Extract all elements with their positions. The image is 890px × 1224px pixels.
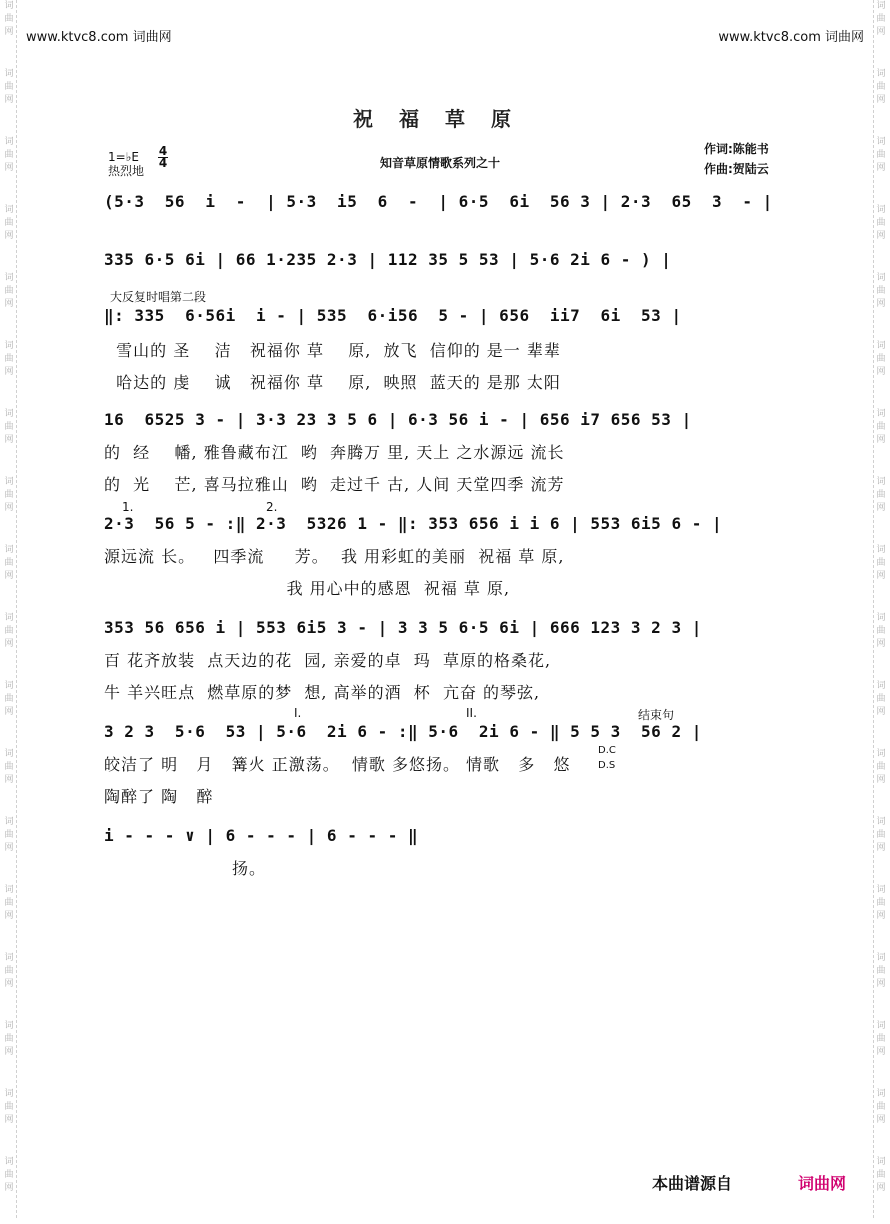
score-line-6: 353 56 656 i | 553 6i5 3 - | 3 3 5 6·5 6i | 666 123 3 2 3 | bbox=[104, 618, 702, 637]
margin-mark: 词 曲 网 bbox=[876, 1157, 886, 1193]
margin-mark: 词 曲 网 bbox=[4, 341, 14, 377]
footer-brand-link[interactable]: 词曲网 bbox=[798, 1174, 847, 1193]
score-line-3: ‖: 335 6·56i i - | 535 6·i56 5 - | 656 ii7 6i 53 | bbox=[104, 306, 682, 325]
margin-mark: 词 曲 网 bbox=[4, 409, 14, 445]
right-margin-watermark bbox=[873, 0, 888, 1218]
lyric-5-verse-1: 源远流 长。 四季流 芳。 我 用彩虹的美丽 祝福 草 原, bbox=[104, 547, 565, 566]
margin-mark: 词 曲 网 bbox=[876, 885, 886, 921]
margin-mark: 词 曲 网 bbox=[876, 749, 886, 785]
lyricist: 作词:陈能书 bbox=[704, 142, 769, 156]
margin-mark: 词 曲 网 bbox=[876, 137, 886, 173]
footer-label: 本曲谱源自 bbox=[652, 1174, 733, 1193]
key-text: 1=♭E bbox=[108, 150, 139, 164]
reprise-note: 大反复时唱第二段 bbox=[110, 290, 207, 304]
margin-mark: 词 曲 网 bbox=[876, 341, 886, 377]
margin-mark: 词 曲 网 bbox=[4, 749, 14, 785]
margin-mark: 词 曲 网 bbox=[876, 817, 886, 853]
margin-mark: 词 曲 网 bbox=[876, 1021, 886, 1057]
margin-mark: 词 曲 网 bbox=[876, 1089, 886, 1125]
margin-mark: 词 曲 网 bbox=[876, 613, 886, 649]
time-signature bbox=[158, 146, 168, 169]
dc-mark: D.C bbox=[598, 745, 616, 756]
left-margin-watermark bbox=[2, 0, 17, 1218]
lyric-8: 扬。 bbox=[232, 859, 267, 878]
lyric-6-verse-2: 牛 羊兴旺点 燃草原的梦 想, 高举的酒 杯 亢奋 的琴弦, bbox=[104, 683, 541, 702]
margin-mark: 词 曲 网 bbox=[4, 953, 14, 989]
score-line-7: 3 2 3 5·6 53 | 5·6 2i 6 - :‖ 5·6 2i 6 - ‖ 5 5 3 56 2 | bbox=[104, 722, 702, 741]
margin-mark: 词 曲 网 bbox=[876, 409, 886, 445]
margin-mark: 词 曲 网 bbox=[876, 477, 886, 513]
margin-mark: 词 曲 网 bbox=[4, 1021, 14, 1057]
score-line-1: (5·3 56 i - | 5·3 i5 6 - | 6·5 6i 56 3 | 2·3 65 3 - | bbox=[104, 192, 773, 211]
lyric-5-verse-2: 我 用心中的感恩 祝福 草 原, bbox=[104, 579, 511, 598]
score-line-8: i - - - ∨ | 6 - - - | 6 - - - ‖ bbox=[104, 826, 419, 845]
volta-i: I. bbox=[294, 706, 302, 720]
margin-mark: 词 曲 网 bbox=[4, 613, 14, 649]
margin-mark: 词 曲 网 bbox=[4, 477, 14, 513]
margin-mark: 词 曲 网 bbox=[4, 1, 14, 37]
lyric-4-verse-1: 的 经 幡, 雅鲁藏布江 哟 奔腾万 里, 天上 之水源远 流长 bbox=[104, 443, 565, 462]
ds-mark: D.S bbox=[598, 760, 616, 771]
composer: 作曲:贺陆云 bbox=[704, 162, 769, 176]
margin-mark: 词 曲 网 bbox=[876, 1, 886, 37]
lyric-4-verse-2: 的 光 芒, 喜马拉雅山 哟 走过千 古, 人间 天堂四季 流芳 bbox=[104, 475, 565, 494]
margin-mark: 词 曲 网 bbox=[4, 1089, 14, 1125]
margin-mark: 词 曲 网 bbox=[876, 545, 886, 581]
time-bottom: 4 bbox=[158, 156, 168, 170]
volta-ii: II. bbox=[466, 706, 477, 720]
volta-2: 2. bbox=[266, 500, 278, 514]
margin-mark: 词 曲 网 bbox=[4, 137, 14, 173]
margin-mark: 词 曲 网 bbox=[876, 681, 886, 717]
score-line-5: 2·3 56 5 - :‖ 2·3 5326 1 - ‖: 353 656 i i 6 | 553 6i5 6 - | bbox=[104, 514, 723, 533]
site-header-right[interactable]: www.ktvc8.com 词曲网 bbox=[718, 30, 864, 45]
tempo-text: 热烈地 bbox=[108, 164, 145, 178]
margin-mark: 词 曲 网 bbox=[4, 69, 14, 105]
volta-1: 1. bbox=[122, 500, 134, 514]
margin-mark: 词 曲 网 bbox=[4, 545, 14, 581]
subtitle: 知音草原情歌系列之十 bbox=[380, 156, 501, 170]
lyric-7-verse-1: 皎洁了 明 月 篝火 正激荡。 情歌 多悠扬。 情歌 多 悠 bbox=[104, 755, 571, 774]
margin-mark: 词 曲 网 bbox=[4, 817, 14, 853]
margin-mark: 词 曲 网 bbox=[4, 273, 14, 309]
site-header-left[interactable]: www.ktvc8.com 词曲网 bbox=[26, 30, 172, 45]
time-top: 4 bbox=[158, 144, 168, 158]
lyric-6-verse-1: 百 花齐放装 点天边的花 园, 亲爱的卓 玛 草原的格桑花, bbox=[104, 651, 552, 670]
lyric-7-verse-2: 陶醉了 陶 醉 bbox=[104, 787, 214, 806]
margin-mark: 词 曲 网 bbox=[876, 69, 886, 105]
margin-mark: 词 曲 网 bbox=[876, 205, 886, 241]
score-line-4: 16 6525 3 - | 3·3 23 3 5 6 | 6·3 56 i - | 656 i7 656 53 | bbox=[104, 410, 692, 429]
margin-mark: 词 曲 网 bbox=[4, 885, 14, 921]
margin-mark: 词 曲 网 bbox=[4, 205, 14, 241]
key-signature bbox=[108, 150, 144, 178]
ending-label: 结束句 bbox=[638, 708, 675, 722]
margin-mark: 词 曲 网 bbox=[876, 953, 886, 989]
margin-mark: 词 曲 网 bbox=[4, 681, 14, 717]
song-title: 祝福草原 bbox=[353, 107, 537, 131]
margin-mark: 词 曲 网 bbox=[4, 1157, 14, 1193]
lyric-3-verse-1: 雪山的 圣 洁 祝福你 草 原, 放飞 信仰的 是一 辈辈 bbox=[104, 341, 561, 360]
score-line-2: 335 6·5 6i | 66 1·235 2·3 | 112 35 5 53 | 5·6 2i 6 - ) | bbox=[104, 250, 672, 269]
lyric-3-verse-2: 哈达的 虔 诚 祝福你 草 原, 映照 蓝天的 是那 太阳 bbox=[104, 373, 561, 392]
margin-mark: 词 曲 网 bbox=[876, 273, 886, 309]
